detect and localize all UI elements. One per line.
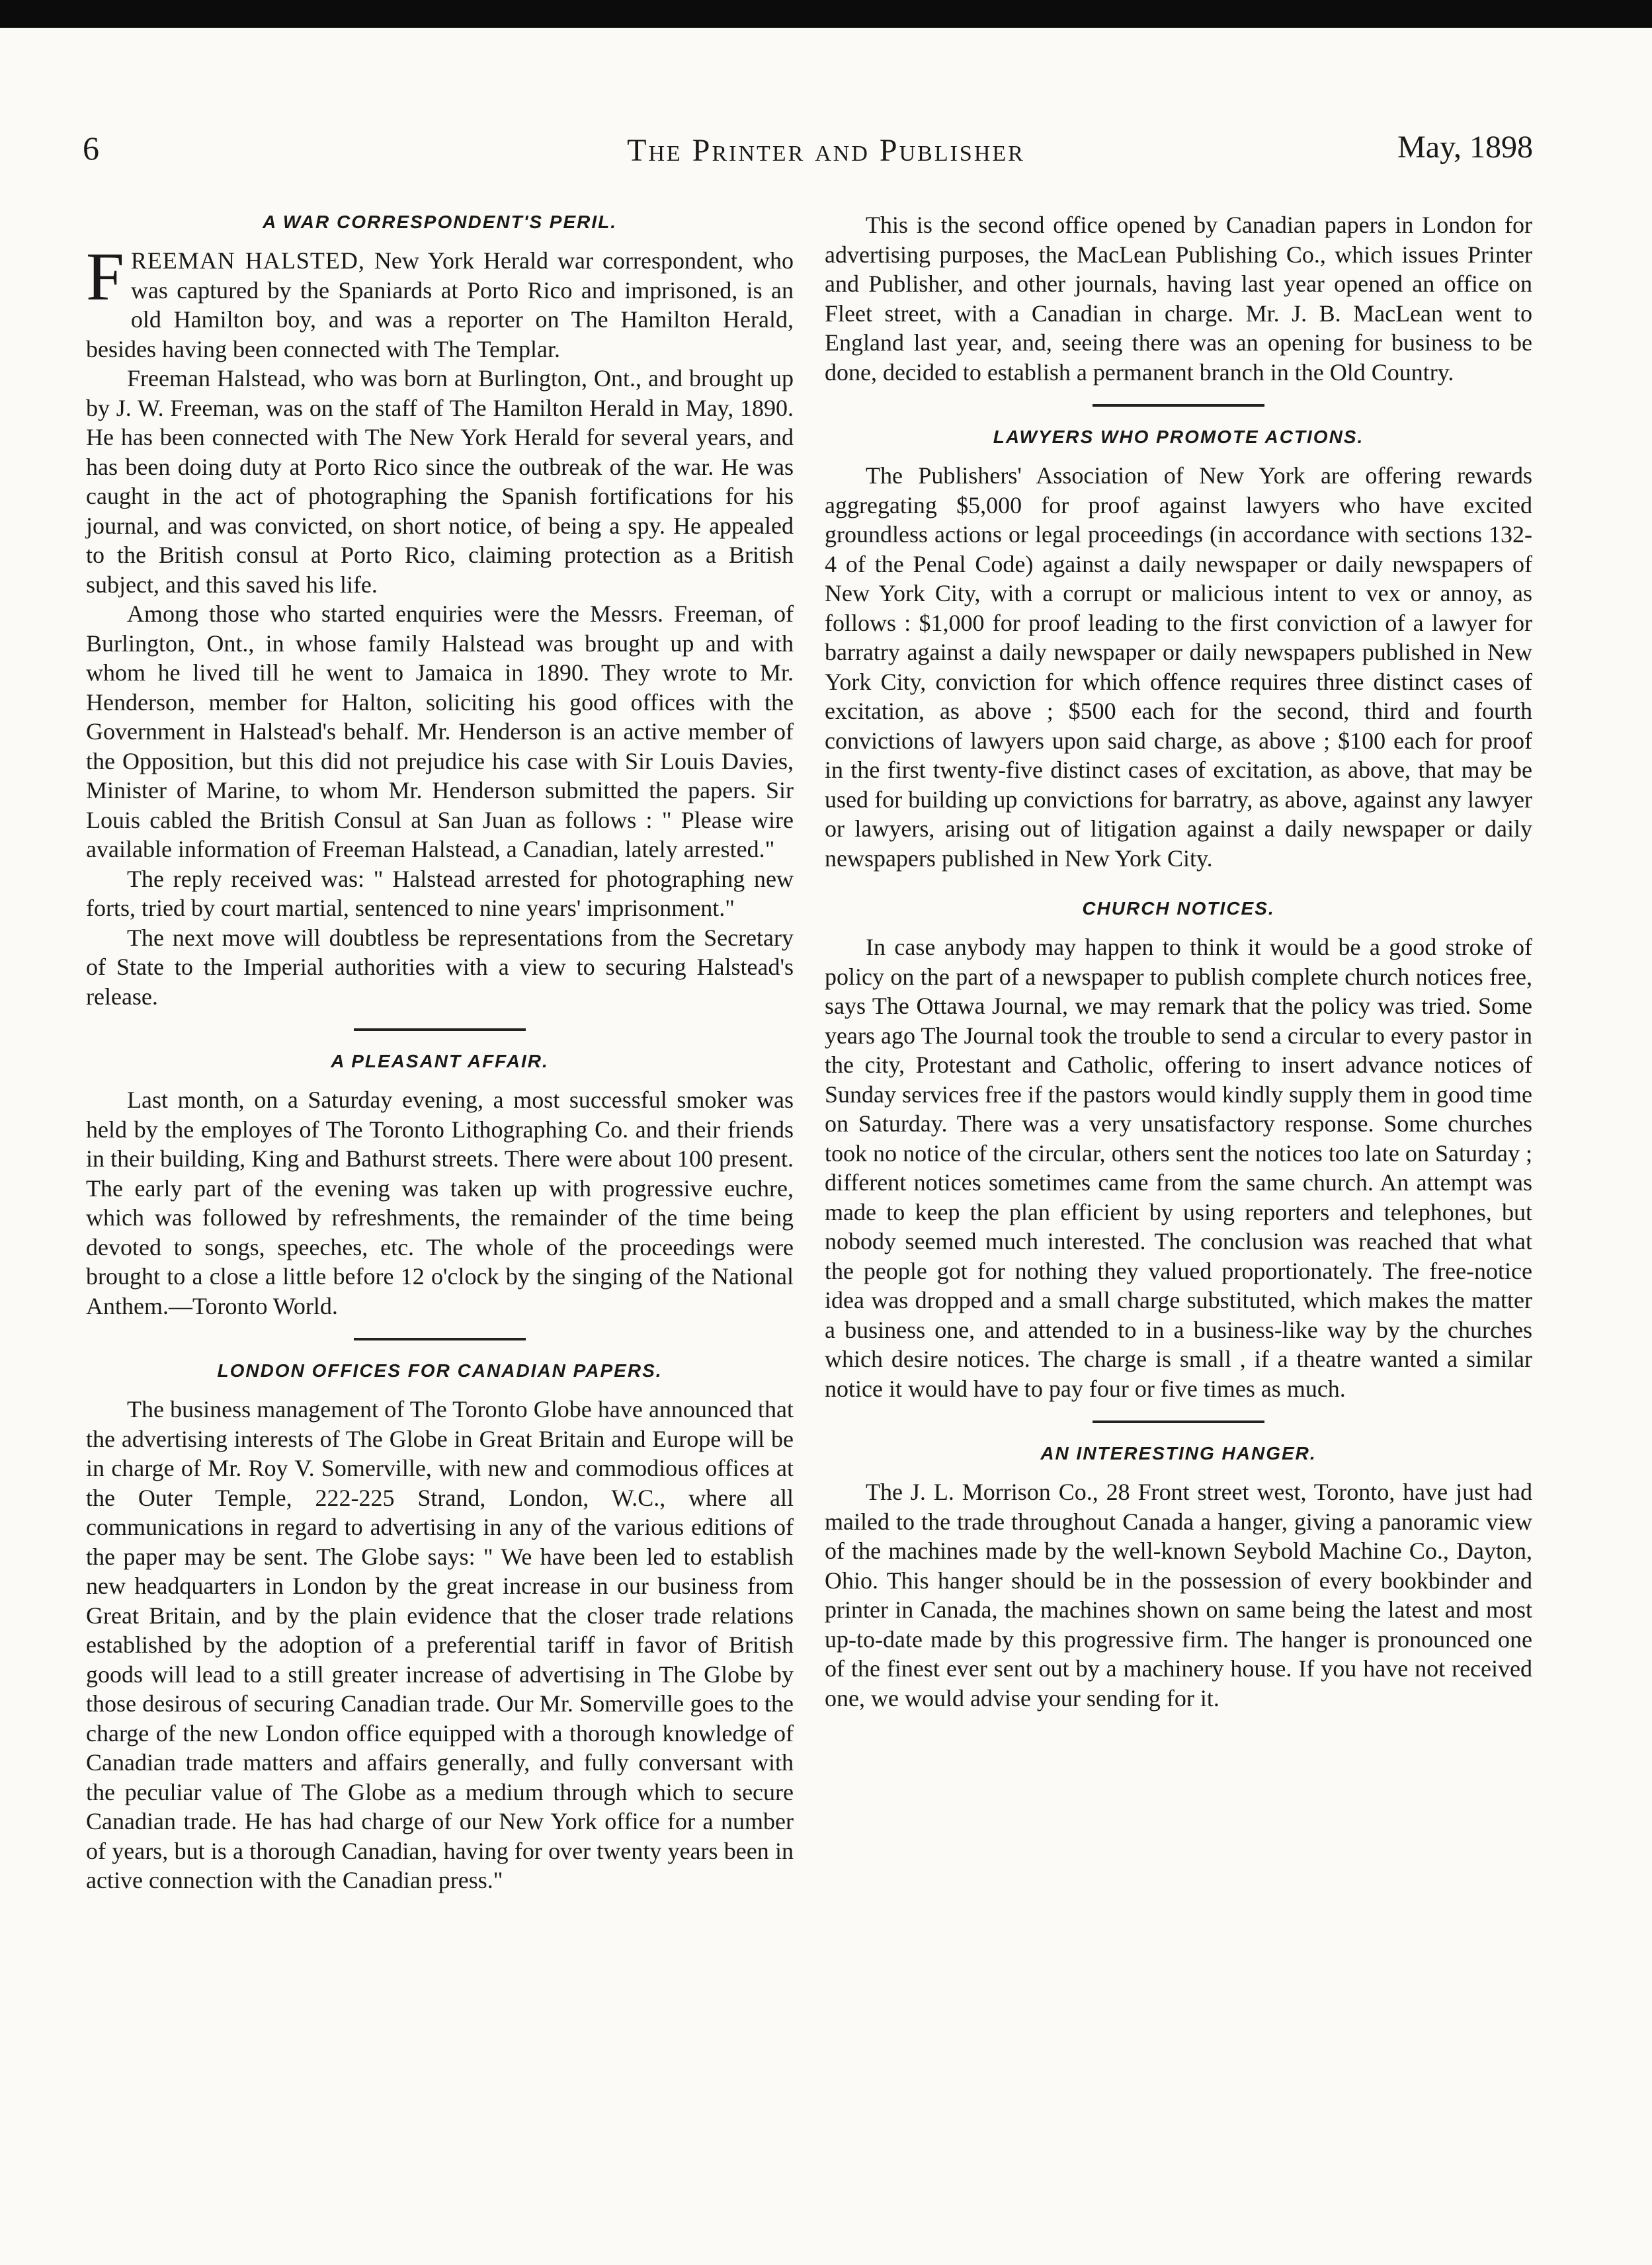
article-paragraph [86,239,794,364]
lead-in: REEMAN HALSTED, [130,247,365,274]
section-divider [354,1338,526,1340]
section-divider [1093,404,1264,407]
article-london-offices [86,1359,794,1895]
page-number: 6 [83,130,99,167]
section-gap [825,873,1532,897]
publication-title: The Printer and Publisher [627,133,1025,168]
section-divider [354,1028,526,1031]
article-paragraph: The reply received was: " Halstead arrested for photographing new forts, tried by court martial, sentenced to nine years' imprisonment." [86,865,794,921]
article-paragraph: This is the second office opened by Canadian papers in London for advertising purposes, the MacLean Publishing Co., which issues Printer and Publisher, and other journals, having last year opened an office on Fleet street, with a Canadian in charge. Mr. J. B. MacLean went to England last year, and, seeing there was an opening for business to be done, decided to establish a permanent branch in the Old Country. [825,212,1532,386]
article-paragraph: Freeman Halstead, who was born at Burlington, Ont., and brought up by J. W. Freeman, was on the staff of The Hamilton Herald in May, 1890. He has been connected with The New York Herald for several years, and has been doing duty at Porto Rico since the outbreak of the war. He was caught in the act of photographing the Spanish fortifications for his journal, and was convicted, on short notice, of being a spy. He appealed to the British consul at Porto Rico, claiming protection as a British subject, and this saved his life. [86,365,794,598]
section-divider [1093,1421,1264,1423]
left-column [86,210,794,1895]
article-war-correspondent [86,210,794,1011]
article-paragraph: The business management of The Toronto Globe have announced that the advertising interests of The Globe in Great Britain and Europe will be in charge of Mr. Roy V. Somerville, with new and commodious offices at the Outer Temple, 222-225 Strand, London, W.C., where all communications in regard to advertising in any of the various editions of the paper may be sent. The Globe says: " We have been led to establish new headquarters in London by the great increase in our business from Great Britain, and by the plain evidence that the closer trade relations established by the adoption of a preferential tariff in favor of British goods will lead to a still greater increase of advertising in The Globe by those desirous of securing Canadian trade. Our Mr. Somerville goes to the charge of the new London office equipped with a thorough knowledge of Canadian trade matters and affairs generally, and fully conversant with the peculiar value of The Globe as a medium through which to secure Canadian trade. He has had charge of our New York office for a number of years, but is a thorough Canadian, having for over twenty years been in active connection with the Canadian press." [86,1396,794,1893]
article-paragraph: The Publishers' Association of New York are offering rewards aggregating $5,000 for proof against lawyers who have excited groundless actions or legal proceedings (in accordance with sections 132-4 of the Penal Code) against a daily newspaper or daily newspapers of New York City, with a corrupt or malicious intent to vex or annoy, as follows : $1,000 for proof leading to the first conviction of a lawyer for barratry against a daily newspaper or daily newspapers published in New York City, conviction for which offence requires three distinct cases of excitation, as above ; $500 each for the second, third and fourth convictions of lawyers upon said charge, as above ; $100 each for proof in the first twenty-five distinct cases of excitation, as above, that may be used for building up convictions for barratry, as above, against any lawyer or lawyers, arising out of litigation against a daily newspaper or daily newspapers published in New York City. [825,462,1532,872]
right-column [825,210,1532,1713]
article-title: LAWYERS WHO PROMOTE ACTIONS. [993,427,1364,447]
article-paragraph: Last month, on a Saturday evening, a most successful smoker was held by the employes of The Toronto Lithographing Co. and their friends in their building, King and Bathurst streets. There were about 100 present. The early part of the evening was taken up with progressive euchre, which was followed by refreshments, the remainder of the time being devoted to songs, speeches, etc. The whole of the proceedings were brought to a close a little before 12 o'clock by the singing of the National Anthem.—Toronto World. [86,1087,794,1319]
article-london-offices-continued [825,210,1532,387]
article-paragraph: In case anybody may happen to think it would be a good stroke of policy on the part of a newspaper to publish complete church notices free, says The Ottawa Journal, we may remark that the policy was tried. Some years ago The Journal took the trouble to send a circular to every pastor in the city, Protestant and Catholic, offering to insert advance notices of Sunday services free if the pastors would kindly supply them in good time on Saturday. There was a very unsatisfactory response. Some churches took no notice of the circular, others sent the notices too late on Saturday ; different notices sometimes came from the same church. An attempt was made to keep the plan efficient by using reporters and telephones, but nobody seemed much interested. The conclusion was reached that what the people got for nothing they valued proportionately. The free-notice idea was dropped and a small charge substituted, which makes the matter a business one, and attended to in a business-like way by the churches which desire notices. The charge is small , if a theatre wanted a similar notice it would have to pay four or five times as much. [825,934,1532,1402]
article-title: CHURCH NOTICES. [1082,898,1275,919]
article-hanger [825,1442,1532,1713]
page-header [0,129,1652,182]
article-lawyers [825,425,1532,873]
article-title: A PLEASANT AFFAIR. [331,1051,549,1071]
article-paragraph: The J. L. Morrison Co., 28 Front street west, Toronto, have just had mailed to the trade throughout Canada a hanger, giving a panoramic view of the machines made by the well-known Seybold Machine Co., Dayton, Ohio. This hanger should be in the possession of every bookbinder and printer in Canada, the machines shown on same being the latest and most up-to-date made by this progressive firm. The hanger is pronounced one of the finest ever sent out by a machinery house. If you have not received one, we would advise your sending for it. [825,1479,1532,1711]
article-title: AN INTERESTING HANGER. [1040,1443,1317,1463]
drop-cap: F [86,239,124,315]
article-paragraph: The next move will doubtless be representations from the Secretary of State to the Imperial authorities with a view to securing Halstead's release. [86,924,794,1010]
issue-date: May, 1898 [1397,130,1533,165]
article-title: LONDON OFFICES FOR CANADIAN PAPERS. [217,1360,663,1381]
top-border-rule [0,0,1652,28]
article-paragraph: Among those who started enquiries were the Messrs. Freeman, of Burlington, Ont., in whose family Halstead was brought up and with whom he lived till he went to Jamaica in 1890. They wrote to Mr. Henderson, member for Halton, soliciting his good offices with the Government in Halstead's behalf. Mr. Henderson is an active member of the Opposition, but this did not prejudice his case with Sir Louis Davies, Minister of Marine, to whom Mr. Henderson submitted the papers. Sir Louis cabled the British Consul at San Juan as follows : " Please wire available information of Freeman Halstead, a Canadian, lately arrested." [86,600,794,862]
paragraph-text: New York Herald war correspondent, who was captured by the Spaniards at Porto Rico and imprisoned, is an old Hamilton boy, and was a reporter on The Hamilton Herald, besides having been connected with The Templar. [86,247,794,362]
article-title: A WAR CORRESPONDENT'S PERIL. [262,212,618,232]
article-church-notices [825,897,1532,1403]
article-pleasant-affair [86,1050,794,1321]
